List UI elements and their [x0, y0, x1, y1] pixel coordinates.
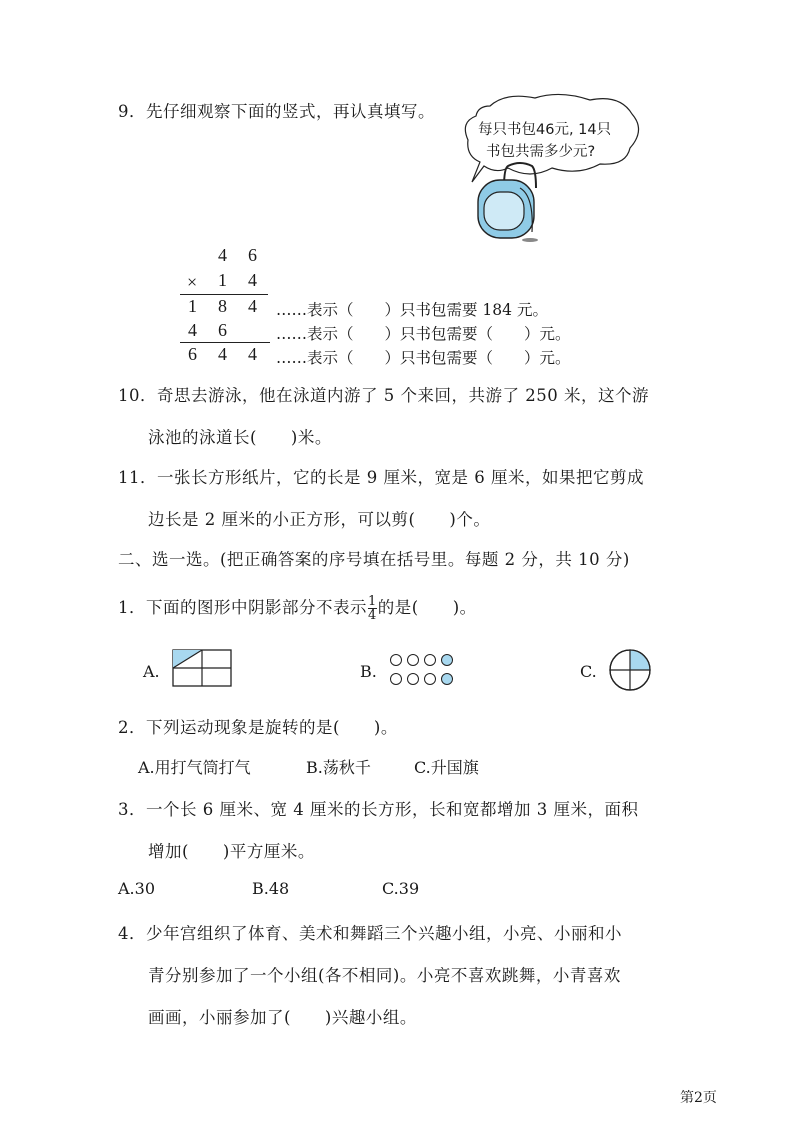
choice-2-option-b: B.荡秋千 — [306, 758, 371, 777]
choice-4-line-1: 4．少年宫组织了体育、美术和舞蹈三个兴趣小组，小亮、小丽和小 — [118, 924, 622, 943]
circle — [424, 673, 436, 685]
digit: 4 — [218, 245, 227, 265]
choice-3-option-c: C.39 — [382, 879, 420, 898]
circle — [390, 673, 402, 685]
q11-line-1: 11．一张长方形纸片，它的长是 9 厘米，宽是 6 厘米，如果把它剪成 — [118, 468, 644, 487]
choice-2-option-c: C.升国旗 — [414, 758, 479, 777]
bubble-line-1: 每只书包46元, 14只 — [478, 122, 612, 138]
choice-4-line-3: 画画，小丽参加了( )兴趣小组。 — [148, 1008, 417, 1027]
fraction — [368, 595, 377, 622]
digit: 6 — [218, 320, 227, 340]
q11-line-2: 边长是 2 厘米的小正方形，可以剪( )个。 — [148, 510, 491, 529]
circle — [407, 673, 419, 685]
choice-2-option-a: A.用打气筒打气 — [138, 758, 251, 777]
bubble-line-2: 书包共需多少元? — [486, 144, 596, 160]
q10-line-1: 10．奇思去游泳，他在泳道内游了 5 个来回，共游了 250 米，这个游 — [118, 386, 649, 405]
digit: 6 — [248, 245, 257, 265]
option-b-label: B. — [360, 662, 377, 681]
digit: 4 — [218, 344, 227, 364]
q9-line-3: ……表示（ ）只书包需要（ ）元。 — [276, 349, 571, 367]
section-2-title: 二、选一选。(把正确答案的序号填在括号里。每题 2 分，共 10 分) — [118, 550, 630, 569]
page-number: 第2页 — [680, 1090, 717, 1106]
q10-line-2: 泳池的泳道长( )米。 — [148, 428, 332, 447]
fraction-denominator: 4 — [368, 608, 377, 623]
option-a-rectangle-figure — [172, 649, 234, 689]
backpack-illustration — [460, 92, 660, 252]
circle — [390, 654, 402, 666]
option-c-circle-figure — [608, 648, 652, 692]
choice-3-option-a: A.30 — [118, 879, 155, 898]
choice-3-line-1: 3．一个长 6 厘米、宽 4 厘米的长方形，长和宽都增加 3 厘米，面积 — [118, 800, 639, 819]
circle-shaded — [441, 673, 453, 685]
choice-1-pre: 1．下面的图形中阴影部分不表示 — [118, 598, 367, 617]
digit: 6 — [188, 344, 197, 364]
choice-4-line-2: 青分别参加了一个小组(各不相同)。小亮不喜欢跳舞，小青喜欢 — [148, 966, 621, 985]
sum-line — [180, 294, 268, 295]
choice-3-line-2: 增加( )平方厘米。 — [148, 842, 315, 861]
digit: 1 — [188, 296, 197, 316]
times-sign: × — [187, 272, 198, 292]
option-c-label: C. — [580, 662, 597, 681]
digit: 4 — [248, 344, 257, 364]
digit: 4 — [248, 296, 257, 316]
choice-3-option-b: B.48 — [252, 879, 290, 898]
q9-title: 9．先仔细观察下面的竖式，再认真填写。 — [118, 102, 435, 121]
fraction-numerator: 1 — [368, 594, 377, 609]
choice-2-text: 2．下列运动现象是旋转的是( )。 — [118, 718, 398, 737]
choice-1-text — [118, 594, 477, 622]
option-a-label: A. — [143, 662, 160, 681]
backpack-icon — [478, 163, 538, 242]
choice-1-post: 的是( )。 — [377, 598, 477, 617]
q9-line-2: ……表示（ ）只书包需要（ ）元。 — [276, 325, 571, 343]
digit: 8 — [218, 296, 227, 316]
circle — [424, 654, 436, 666]
sum-line — [180, 342, 270, 343]
digit: 4 — [188, 320, 197, 340]
circle-shaded — [441, 654, 453, 666]
digit: 1 — [218, 270, 227, 290]
q9-line-1: ……表示（ ）只书包需要 184 元。 — [276, 301, 548, 319]
digit: 4 — [248, 270, 257, 290]
circle — [407, 654, 419, 666]
